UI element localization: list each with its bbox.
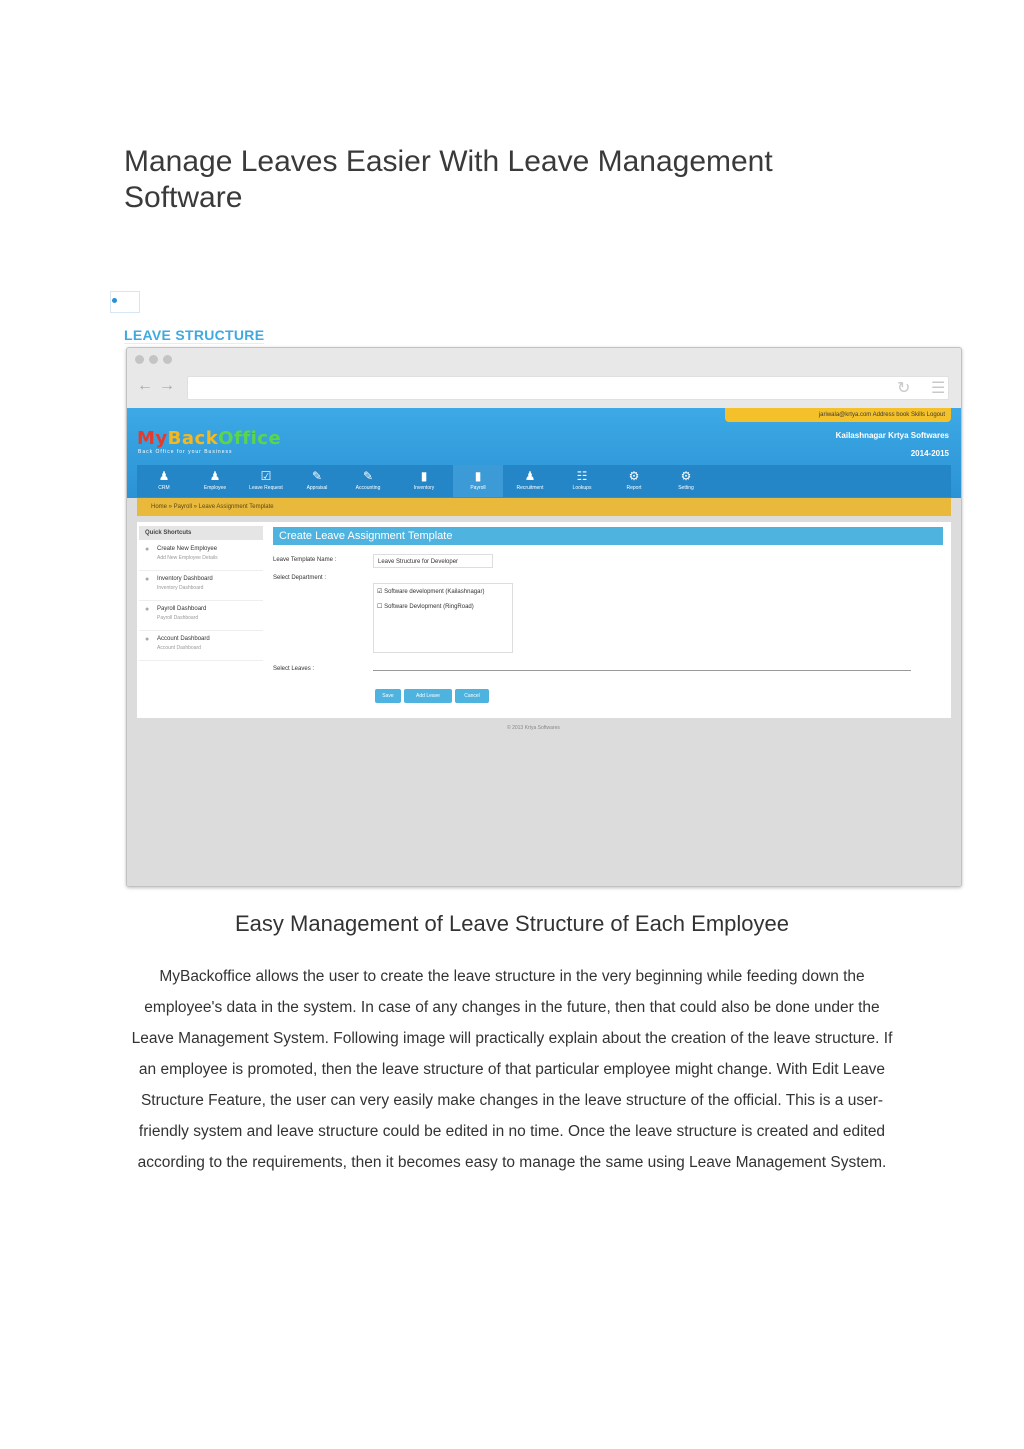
department-option: [377, 603, 474, 610]
menu-label: CRM: [158, 485, 170, 491]
shortcut-subtitle: Account Dashboard: [157, 645, 201, 651]
shortcut-icon: ●: [145, 546, 150, 553]
shortcut-icon: ●: [145, 606, 150, 613]
menu-item-inventory: [399, 465, 449, 497]
menu-label: Setting: [678, 485, 694, 491]
shortcut-subtitle: Inventory Dashboard: [157, 585, 204, 591]
checkbox-icon: ☑: [260, 469, 272, 483]
reload-icon: ↻: [897, 380, 911, 397]
menu-label: Inventory: [413, 485, 435, 491]
shortcut-icon: ●: [145, 636, 150, 643]
leaves-field-line: [373, 670, 911, 671]
menu-label: Accounting: [355, 485, 381, 491]
edit-icon: ✎: [362, 469, 374, 483]
shortcut-item: [139, 602, 263, 631]
menu-label: Employee: [203, 485, 227, 491]
menu-label: Report: [626, 485, 642, 491]
menu-item-setting: [661, 465, 711, 497]
shortcut-title: Inventory Dashboard: [157, 576, 213, 582]
app-footer: © 2013 Krtya Softwares: [507, 725, 560, 731]
gear-icon: ⚙: [628, 469, 640, 483]
menu-label: Appraisal: [306, 485, 328, 491]
menu-label: Lookups: [572, 485, 592, 491]
menu-item-leave-request: [241, 465, 291, 497]
template-name-label: Leave Template Name :: [273, 557, 337, 563]
window-dot-icon: [163, 355, 172, 364]
shortcut-item: [139, 572, 263, 601]
cancel-button: Cancel: [455, 689, 489, 703]
menu-item-crm: [139, 465, 189, 497]
shortcut-title: Payroll Dashboard: [157, 606, 207, 612]
gear-icon: ⚙: [680, 469, 692, 483]
breadcrumb: Home » Payroll » Leave Assignment Template: [137, 498, 951, 516]
menu-item-employee: [190, 465, 240, 497]
menu-item-report: [609, 465, 659, 497]
document-title: Manage Leaves Easier With Leave Management Software: [124, 145, 773, 214]
forward-arrow-icon: →: [159, 377, 175, 394]
department-label: Select Department :: [273, 575, 327, 581]
logo-part: Office: [218, 428, 282, 449]
logo-part: Back: [167, 428, 219, 449]
shortcut-title: Create New Employee: [157, 546, 218, 552]
form-title: Create Leave Assignment Template: [273, 527, 943, 545]
logo-tagline: Back Office for your Business: [138, 449, 233, 455]
back-arrow-icon: ←: [137, 377, 153, 394]
url-bar: [187, 376, 949, 400]
shortcut-item: [139, 542, 263, 571]
department-option: [377, 588, 484, 595]
edit-icon: ✎: [311, 469, 323, 483]
shortcut-icon: ●: [145, 576, 150, 583]
checkbox-icon: ☐: [377, 604, 383, 610]
logo-part: My: [137, 428, 168, 449]
menu-label: Leave Request: [249, 485, 283, 491]
browser-screenshot: [126, 347, 962, 887]
shortcut-subtitle: Payroll Dashboard: [157, 615, 199, 621]
leaves-label: Select Leaves :: [273, 666, 315, 672]
checkbox-checked-icon: ☑: [377, 589, 383, 595]
app-logo: [137, 428, 281, 449]
section-label: LEAVE STRUCTURE: [124, 327, 265, 343]
employee-icon: ♟: [524, 469, 536, 483]
add-leave-button: Add Leave: [404, 689, 452, 703]
bar-chart-icon: ▮: [474, 469, 482, 483]
body-paragraph: MyBackoffice allows the user to create the leave structure in the very beginning while feeding down the employee's data in the system. In case of any changes in the future, then that could also be done under the Leave Management System. Following image will practically explain about the creation of the leave structure. If an employee is promoted, then the leave structure of that particular employee might change. With Edit Leave Structure Feature, the user can very easily make changes in the leave structure of the official. This is a user-friendly system and leave structure could be edited in no time. Once the leave structure is created and edited according to the requirements, then it becomes easy to manage the same using Leave Management System.: [131, 968, 893, 1171]
bullet-icon: [112, 298, 117, 303]
shortcut-title: Account Dashboard: [157, 636, 210, 642]
menu-item-payroll: [453, 465, 503, 497]
menu-item-lookups: [557, 465, 607, 497]
department-option-label: Software Devlopment (RingRoad): [384, 604, 474, 610]
bar-chart-icon: ▮: [420, 469, 428, 483]
menu-label: Recruitment: [516, 485, 544, 491]
template-name-input: Leave Structure for Developer: [373, 554, 493, 568]
menu-item-appraisal: [292, 465, 342, 497]
user-bar: jariwala@krtya.com Address book Skills Logout: [725, 408, 951, 422]
person-icon: ♟: [158, 469, 170, 483]
save-button: Save: [375, 689, 401, 703]
menu-item-recruitment: [505, 465, 555, 497]
financial-year: 2014-2015: [910, 449, 949, 458]
menu-label: Payroll: [470, 485, 486, 491]
department-option-label: Software development (Kailashnagar): [384, 589, 485, 595]
shortcuts-heading: Quick Shortcuts: [139, 526, 263, 540]
employee-icon: ♟: [209, 469, 221, 483]
company-name: Kailashnagar Krtya Softwares: [835, 431, 949, 440]
window-dot-icon: [149, 355, 158, 364]
shortcut-item: [139, 632, 263, 661]
menu-item-accounting: [343, 465, 393, 497]
section-subheading: Easy Management of Leave Structure of Each Employee: [235, 911, 789, 936]
document-icon: ☷: [576, 469, 588, 483]
window-dot-icon: [135, 355, 144, 364]
shortcut-subtitle: Add New Employee Details: [157, 555, 218, 561]
menu-icon: ☰: [931, 380, 946, 397]
